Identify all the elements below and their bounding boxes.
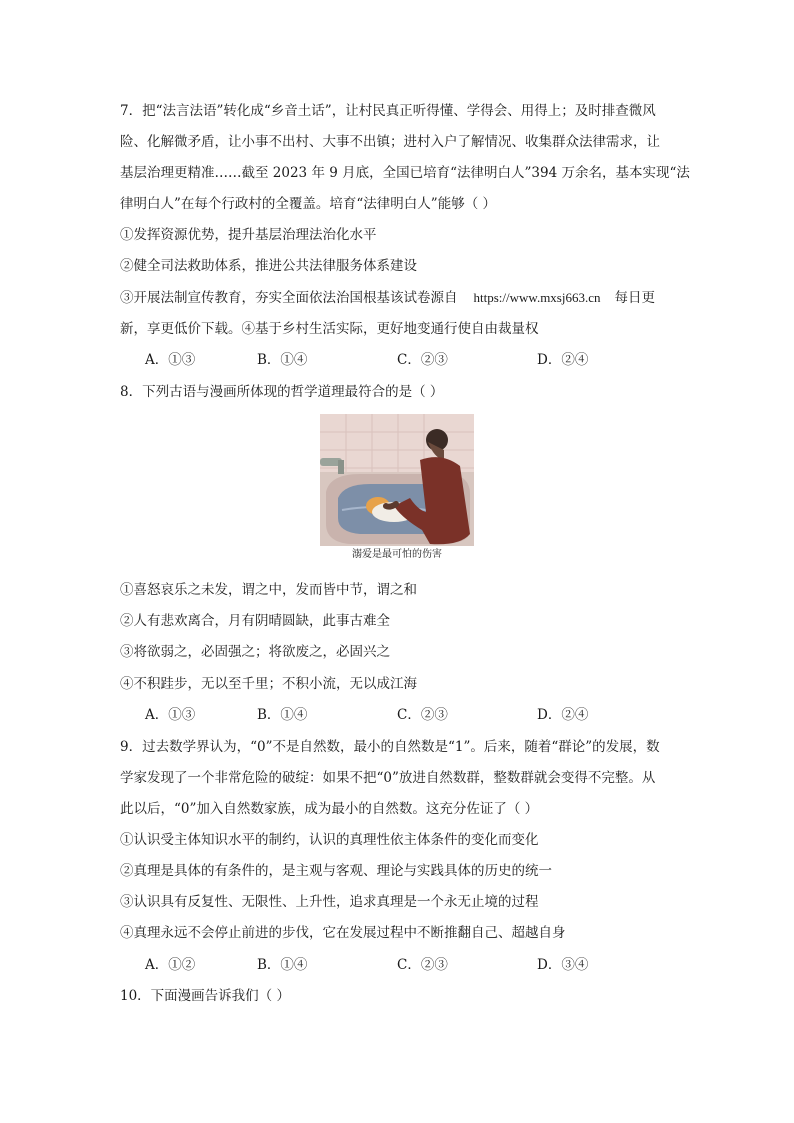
q7-item-3 bbox=[120, 288, 655, 308]
q7-line-1: 7．把“法言法语”转化成“乡音土话”，让村民真正听得懂、学得会、用得上；及时排查微风 bbox=[120, 103, 656, 119]
q9-option-d[interactable]: D．③④ bbox=[537, 957, 589, 973]
q7-item-3-suffix: 每日更 bbox=[614, 290, 655, 306]
q7-line-3: 基层治理更精准……截至 2023 年 9 月底，全国已培育“法律明白人”394 万余名，基本实现“法 bbox=[120, 165, 690, 181]
q9-item-3: ③认识具有反复性、无限性、上升性，追求真理是一个永无止境的过程 bbox=[120, 894, 539, 910]
comic-caption: 溺爱是最可怕的伤害 bbox=[352, 549, 442, 560]
q9-options bbox=[145, 955, 615, 975]
q7-line-4: 律明白人”在每个行政村的全覆盖。培育“法律明白人”能够（ ） bbox=[120, 196, 496, 212]
q9-option-a[interactable]: A．①② bbox=[145, 957, 196, 973]
q7-item-2: ②健全司法救助体系，推进公共法律服务体系建设 bbox=[120, 258, 417, 274]
q9-item-2: ②真理是具体的有条件的，是主观与客观、理论与实践具体的历史的统一 bbox=[120, 863, 552, 879]
comic-illustration bbox=[320, 414, 474, 546]
q7-option-d[interactable]: D．②④ bbox=[537, 352, 589, 368]
q9-line-2: 学家发现了一个非常危险的破绽：如果不把“0”放进自然数群，整数群就会变得不完整。从 bbox=[120, 770, 656, 786]
source-link[interactable]: https://www.mxsj663.cn bbox=[473, 290, 601, 305]
q9-item-4: ④真理永远不会停止前进的步伐，它在发展过程中不断推翻自己、超越自身 bbox=[120, 925, 566, 941]
q7-item-1: ①发挥资源优势，提升基层治理法治化水平 bbox=[120, 227, 377, 243]
q8-option-a[interactable]: A．①③ bbox=[145, 707, 196, 723]
q7-line-2: 险、化解微矛盾，让小事不出村、大事不出镇；进村入户了解情况、收集群众法律需求，让 bbox=[120, 134, 660, 150]
q7-options bbox=[145, 350, 615, 370]
q8-item-3: ③将欲弱之，必固强之；将欲废之，必固兴之 bbox=[120, 644, 390, 660]
comic-image bbox=[320, 414, 474, 546]
q8-option-d[interactable]: D．②④ bbox=[537, 707, 589, 723]
q8-option-c[interactable]: C．②③ bbox=[397, 707, 448, 723]
q8-item-2: ②人有悲欢离合，月有阴晴圆缺，此事古难全 bbox=[120, 613, 390, 629]
q9-item-1: ①认识受主体知识水平的制约，认识的真理性依主体条件的变化而变化 bbox=[120, 832, 539, 848]
q7-option-c[interactable]: C．②③ bbox=[397, 352, 448, 368]
q8-item-1: ①喜怒哀乐之未发，谓之中，发而皆中节，谓之和 bbox=[120, 582, 417, 598]
q8-stem: 8．下列古语与漫画所体现的哲学道理最符合的是（ ） bbox=[120, 384, 444, 400]
q9-option-b[interactable]: B．①④ bbox=[257, 957, 308, 973]
q7-item-3-text: ③开展法制宣传教育，夯实全面依法治国根基该试卷源自 bbox=[120, 290, 458, 306]
q7-option-b[interactable]: B．①④ bbox=[257, 352, 308, 368]
q9-option-c[interactable]: C．②③ bbox=[397, 957, 448, 973]
q7-option-a[interactable]: A．①③ bbox=[145, 352, 196, 368]
q8-option-b[interactable]: B．①④ bbox=[257, 707, 308, 723]
q9-line-1: 9．过去数学界认为，“0”不是自然数，最小的自然数是“1”。后来，随着“群论”的发展，数 bbox=[120, 739, 660, 755]
q7-line-cont: 新，享更低价下载。④基于乡村生活实际，更好地变通行使自由裁量权 bbox=[120, 321, 539, 337]
q8-options bbox=[145, 705, 615, 725]
q10-stem: 10．下面漫画告诉我们（ ） bbox=[120, 988, 290, 1004]
q9-line-3: 此以后，“0”加入自然数家族，成为最小的自然数。这充分佐证了（ ） bbox=[120, 801, 539, 817]
q8-item-4: ④不积跬步，无以至千里；不积小流，无以成江海 bbox=[120, 676, 417, 692]
